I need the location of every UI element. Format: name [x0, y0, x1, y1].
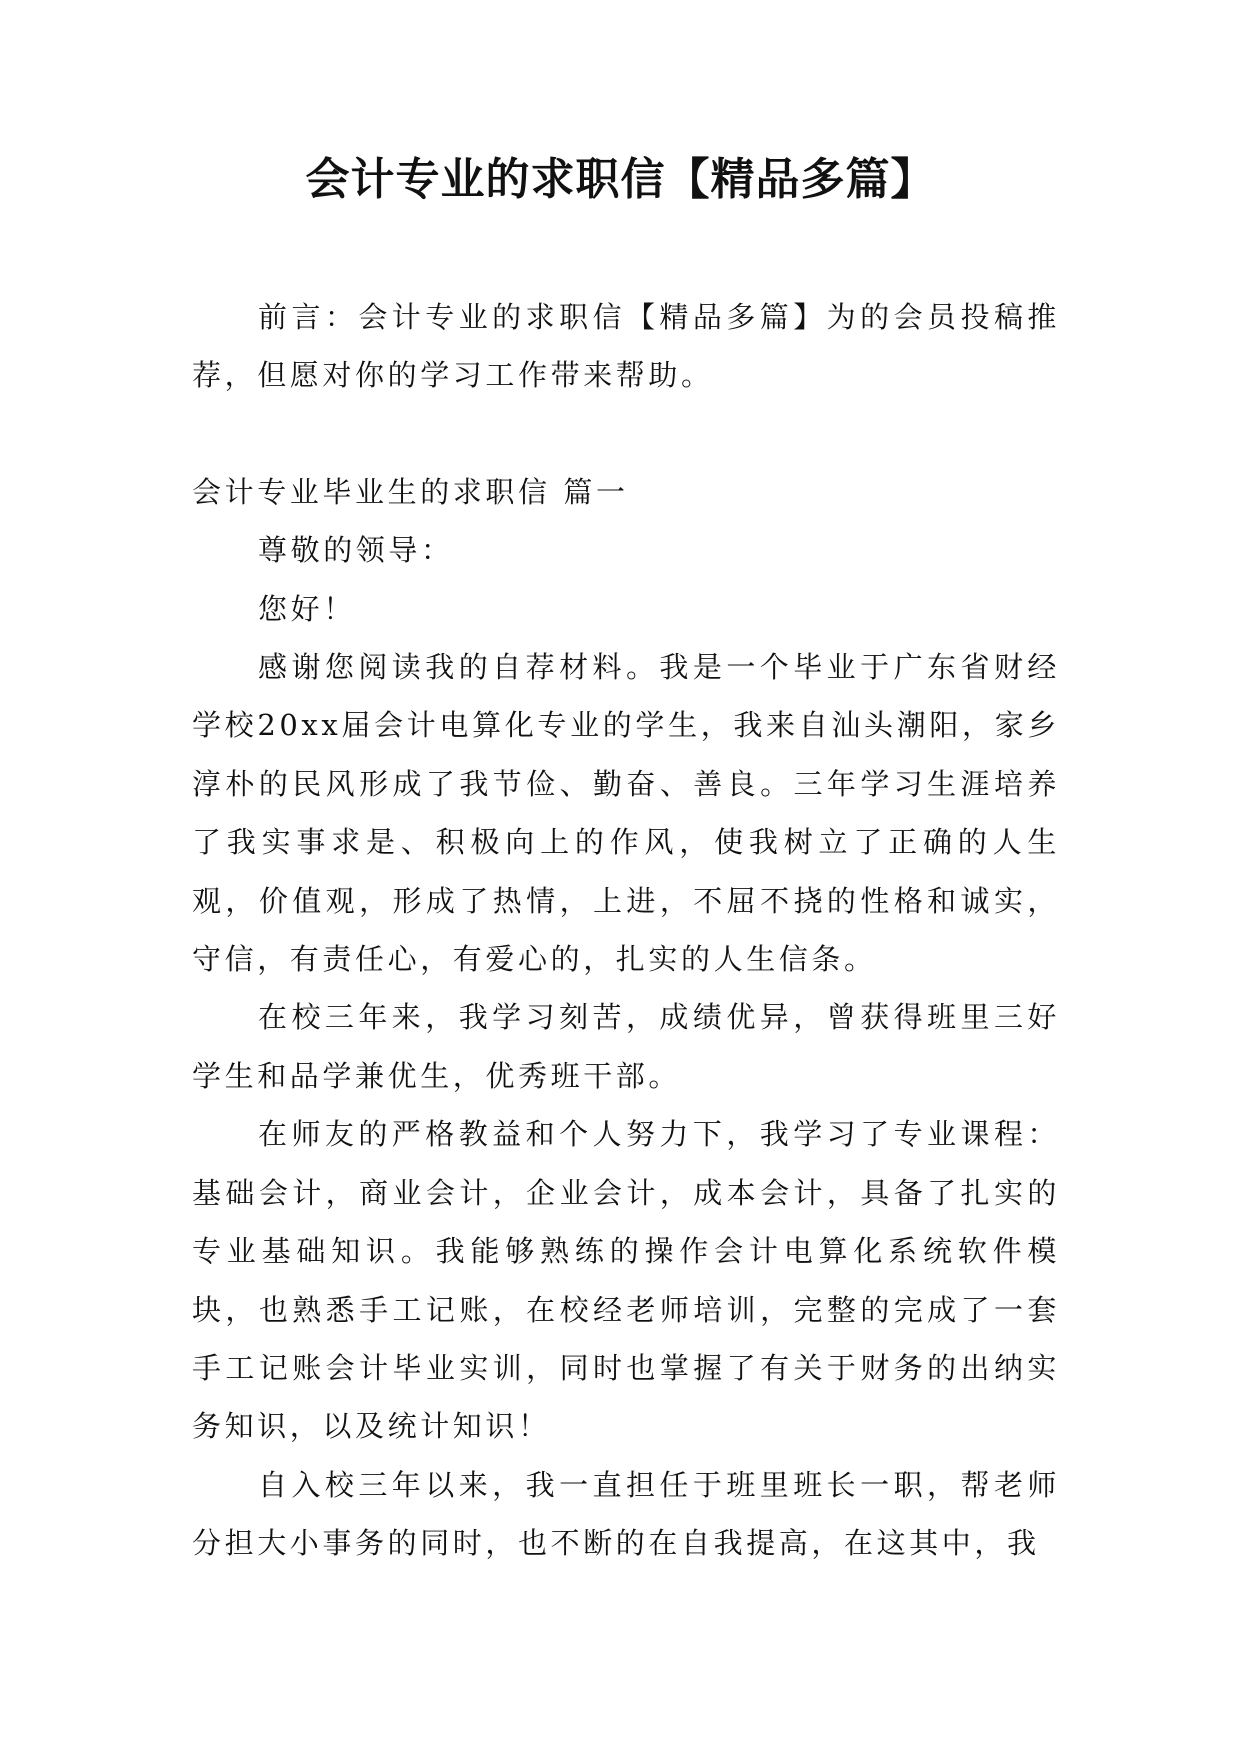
paragraph-gap: [192, 405, 1060, 463]
body-paragraph-1: 感谢您阅读我的自荐材料。我是一个毕业于广东省财经学校20xx届会计电算化专业的学生，我来自汕头潮阳，家乡淳朴的民风形成了我节俭、勤奋、善良。三年学习生涯培养了我实事求是、积极向上的作风，使我树立了正确的人生观，价值观，形成了热情，上进，不屈不挠的性格和诚实，守信，有责任心，有爱心的，扎实的人生信条。: [192, 650, 1060, 977]
preface-paragraph: 前言：会计专业的求职信【精品多篇】为的会员投稿推荐，但愿对你的学习工作带来帮助。: [192, 300, 1060, 393]
document-title: 会计专业的求职信【精品多篇】: [305, 154, 936, 205]
salutation: 尊敬的领导：: [258, 533, 454, 568]
body-paragraph-4: 自入校三年以来，我一直担任于班里班长一职，帮老师分担大小事务的同时，也不断的在自我提高，在这其中，我: [192, 1467, 1060, 1561]
document-body: [192, 288, 1060, 1573]
greeting: 您好！: [258, 591, 356, 626]
section-heading: 会计专业毕业生的求职信 篇一: [192, 474, 629, 509]
body-paragraph-3: 在师友的严格教益和个人努力下，我学习了专业课程：基础会计，商业会计，企业会计，成本会计，具备了扎实的专业基础知识。我能够熟练的操作会计电算化系统软件模块，也熟悉手工记账，在校经老师培训，完整的完成了一套手工记账会计毕业实训，同时也掌握了有关于财务的出纳实务知识，以及统计知识！: [192, 1117, 1060, 1444]
body-paragraph-2: 在校三年来，我学习刻苦，成绩优异，曾获得班里三好学生和品学兼优生，优秀班干部。: [192, 1000, 1060, 1093]
